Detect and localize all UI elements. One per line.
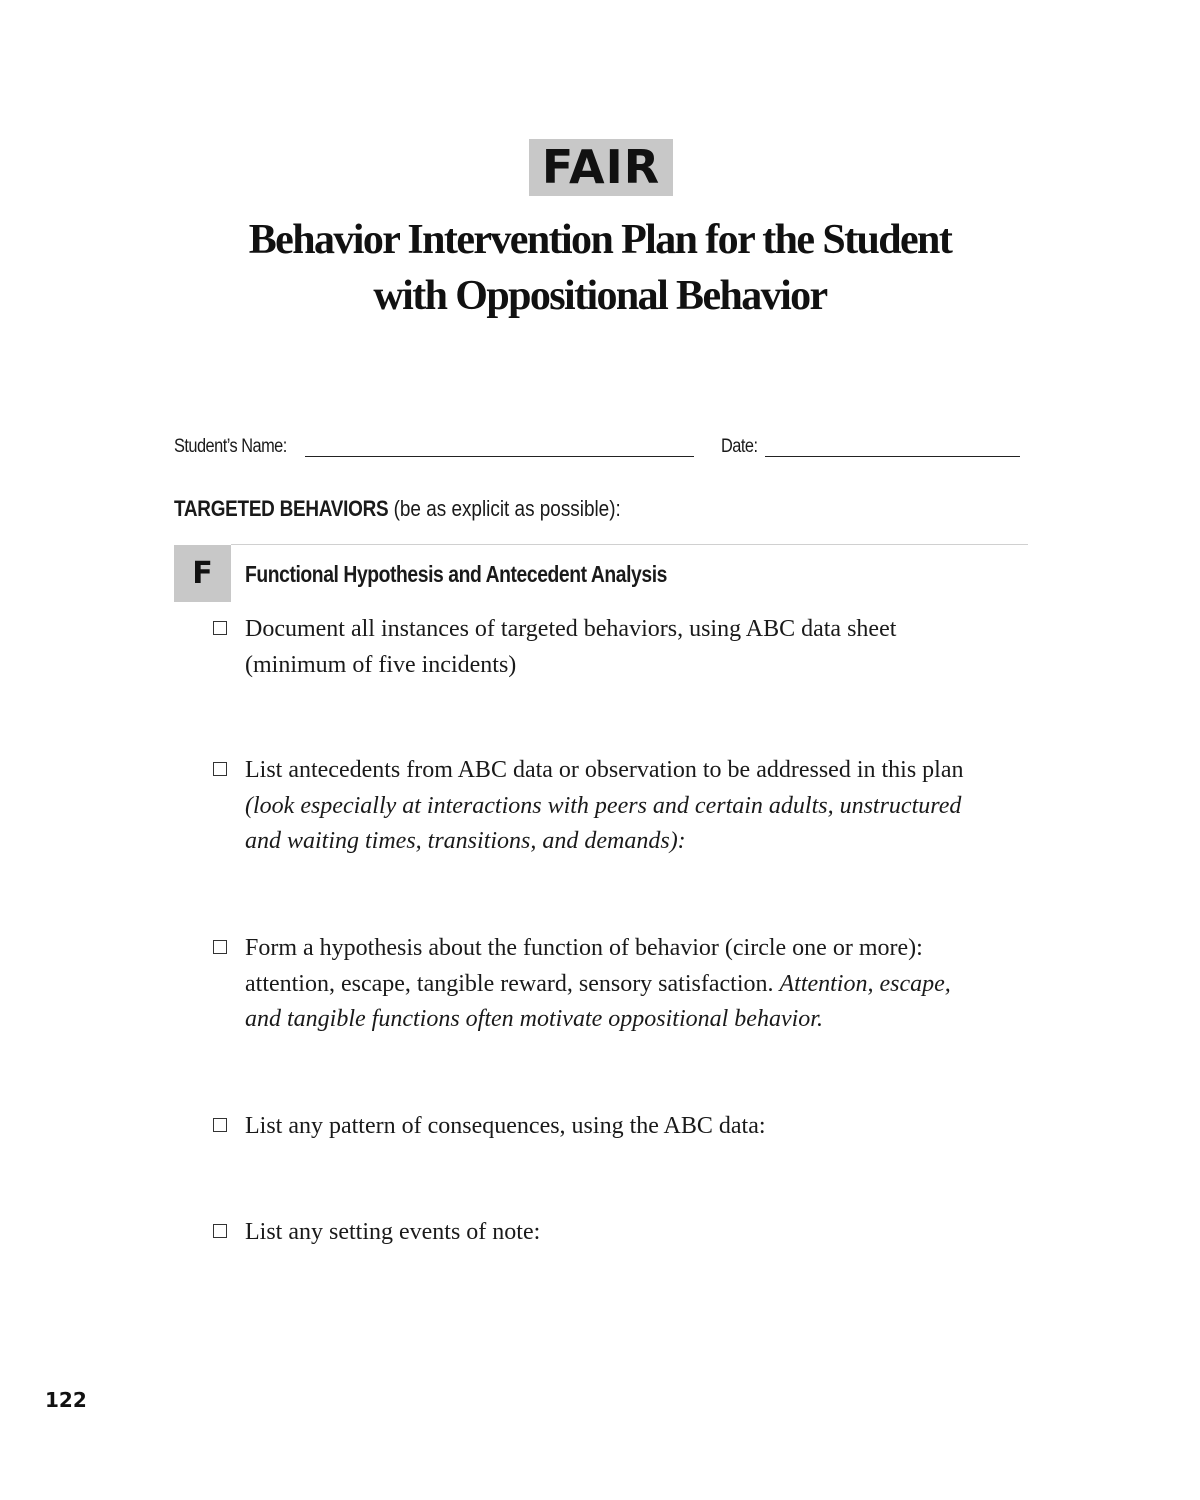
- checklist-item-setting-events: [211, 1215, 1041, 1251]
- form-badge: FAIR: [529, 139, 673, 196]
- checkbox[interactable]: [213, 1118, 227, 1132]
- section-heading: Functional Hypothesis and Antecedent Analysis: [245, 561, 667, 587]
- targeted-behaviors-label: TARGETED BEHAVIORS: [174, 496, 389, 521]
- targeted-behaviors-heading: [174, 494, 621, 524]
- section-divider: [231, 544, 1028, 545]
- page-title-line-1: Behavior Intervention Plan for the Student: [248, 217, 952, 263]
- checklist-item-consequences: [211, 1109, 1041, 1145]
- student-name-label: Student’s Name:: [174, 436, 287, 457]
- checklist-item-form-hypothesis: [211, 931, 1041, 1039]
- checkbox[interactable]: [213, 762, 227, 776]
- student-name-field[interactable]: [305, 456, 694, 457]
- targeted-behaviors-note: (be as explicit as possible):: [388, 496, 621, 521]
- checklist-item-text: [245, 612, 1045, 683]
- section-letter-box: F: [174, 545, 231, 602]
- page-title-line-2: with Oppositional Behavior: [373, 273, 827, 319]
- date-label: Date:: [721, 436, 758, 457]
- item-text-line-italic: (look especially at interactions with peers and certain adults, unstructured: [245, 792, 962, 819]
- item-text-line: List antecedents from ABC data or observation to be addressed in this plan: [245, 757, 964, 783]
- checklist-item-text: [245, 1109, 1045, 1145]
- checkbox[interactable]: [213, 1224, 227, 1238]
- item-text-line-italic: and tangible functions often motivate oppositional behavior.: [245, 1006, 823, 1032]
- checkbox[interactable]: [213, 940, 227, 954]
- checklist-item-text: [245, 1215, 1045, 1251]
- item-text-line: Form a hypothesis about the function of behavior (circle one or more):: [245, 935, 923, 961]
- date-field[interactable]: [765, 456, 1020, 457]
- checklist-item-text: [245, 753, 1045, 860]
- checklist-item-list-antecedents: [211, 753, 1041, 861]
- checklist-item-text: [245, 931, 1045, 1038]
- item-text-line: List any pattern of consequences, using the ABC data:: [245, 1113, 766, 1139]
- item-text-line: attention, escape, tangible reward, sensory satisfaction.: [245, 970, 780, 997]
- page-number: 122: [45, 1388, 87, 1412]
- checkbox[interactable]: [213, 621, 227, 635]
- checklist-item-document-instances: [211, 612, 1041, 684]
- item-text-line: List any setting events of note:: [245, 1219, 541, 1245]
- item-text-line-italic: and waiting times, transitions, and demands):: [245, 828, 686, 854]
- item-text-line: (minimum of five incidents): [245, 651, 517, 678]
- item-text-line: Document all instances of targeted behaviors, using ABC data sheet: [245, 616, 897, 642]
- item-text-line-italic: Attention, escape,: [779, 970, 951, 997]
